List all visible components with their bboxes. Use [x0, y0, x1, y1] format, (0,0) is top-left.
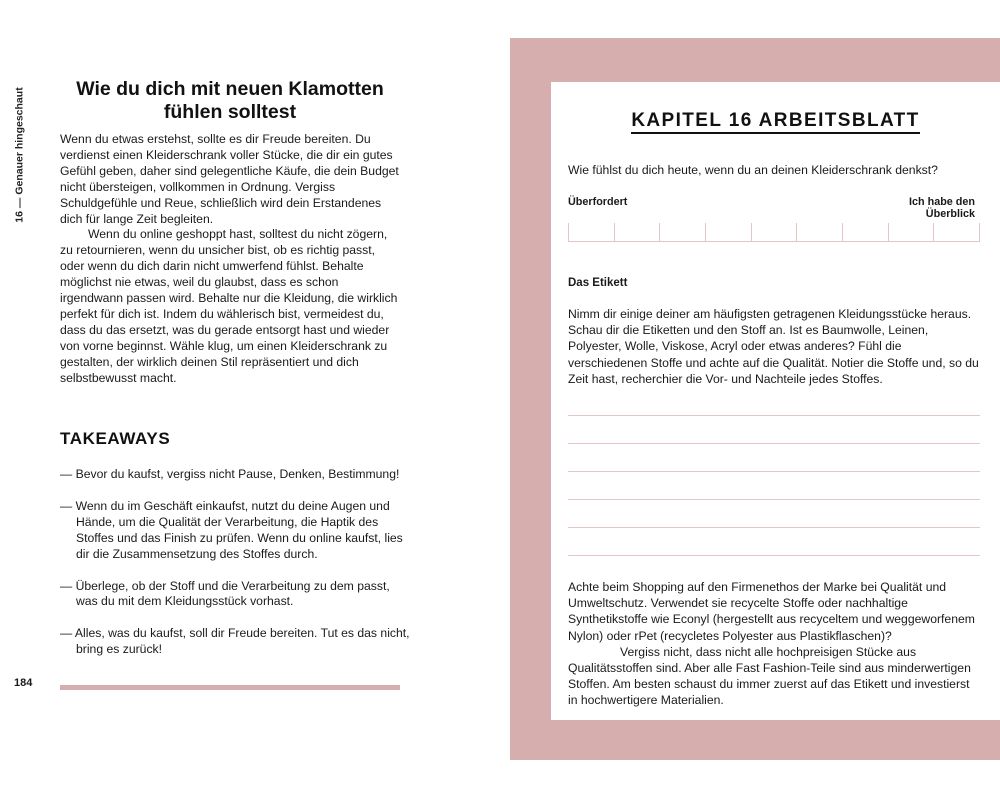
decorative-rule [60, 685, 400, 690]
scale-step[interactable] [660, 223, 706, 241]
paragraph: Wenn du online geshoppt hast, solltest du nicht zögern, zu retournieren, wenn du unsicher bist, ob es richtig passt, oder wenn du dich darin nicht umwerfend fühlst. Behalte möglichst nie etwas, weil du glaubst, dass es schon irgendwann passen wird. Behalte nur die Kleidung, die wirklich perfekt für dich ist. Indem du wählerisch bist, vermeidest du, dass du das ersetzt, was du gerade entsorgt hast und wieder von vorne beginnst. Wähle klug, um einen Kleiderschrank zu gestalten, der wirklich deinen Stil repräsentiert und dich selbstbewusst macht. [60, 227, 398, 385]
etikett-instructions: Nimm dir einige deiner am häufigsten getragenen Kleidungsstücke heraus. Schau dir die Etiketten und den Stoff an. Ist es Baumwolle, Leinen, Polyester, Wolle, Viskose, Acryl oder etwas anderes? Fühl die verschiedenen Stoffe und achte auf die Qualität. Notier die Stoffe und, so du Zeit hast, recherchier die Vor- und Nachteile jedes Stoffes. [568, 307, 979, 386]
etikett-heading: Das Etikett [568, 277, 628, 289]
takeaways-list [60, 467, 410, 674]
writing-line[interactable] [568, 443, 980, 444]
scale-label-left: Überfordert [568, 196, 628, 208]
shopping-text [568, 579, 980, 709]
body-text [60, 132, 400, 387]
worksheet-card [551, 82, 1000, 720]
section-title-line-2: fühlen solltest [163, 101, 297, 123]
rating-scale[interactable] [568, 223, 980, 242]
paragraph: Achte beim Shopping auf den Firmenethos der Marke bei Qualität und Umweltschutz. Verwendet sie recycelte Stoffe oder nachhaltige Synthetikstoffe wie Econyl (hergestellt aus recyceltem und weggeworfenem Nylon) oder rPet (recycletes Polyester aus Plastikflaschen)? [568, 580, 975, 643]
takeaway-item: — Alles, was du kaufst, soll dir Freude bereiten. Tut es das nicht, bring es zurück! [60, 626, 410, 657]
takeaways-heading: TAKEAWAYS [60, 429, 171, 448]
writing-line[interactable] [568, 415, 980, 416]
paragraph: Vergiss nicht, dass nicht alle hochpreisigen Stücke aus Qualitätsstoffen sind. Aber alle Fast Fashion-Teile sind aus minderwertigen Stoffen. Am besten schaust du immer zuerst auf das Etikett und investierst in hochwertigere Materialien. [568, 644, 971, 708]
takeaway-item: — Bevor du kaufst, vergiss nicht Pause, Denken, Bestimmung! [60, 467, 400, 481]
scale-step[interactable] [934, 223, 980, 241]
writing-line[interactable] [568, 499, 980, 500]
worksheet-title [551, 110, 1000, 132]
scale-step[interactable] [797, 223, 843, 241]
page-number: 184 [14, 677, 33, 689]
takeaway-item: — Überlege, ob der Stoff und die Verarbeitung zu dem passt, was du mit dem Kleidungsstück vorhast. [60, 578, 390, 609]
mood-question: Wie fühlst du dich heute, wenn du an deinen Kleiderschrank denkst? [568, 163, 938, 177]
writing-line[interactable] [568, 555, 980, 556]
scale-step[interactable] [615, 223, 661, 241]
running-head [2, 80, 38, 230]
worksheet-title-text: KAPITEL 16 ARBEITSBLATT [631, 110, 919, 134]
scale-step[interactable] [889, 223, 935, 241]
scale-label-right: Ich habe den Überblick [909, 196, 975, 220]
writing-line[interactable] [568, 527, 980, 528]
writing-line[interactable] [568, 471, 980, 472]
scale-step[interactable] [752, 223, 798, 241]
running-head-text: 16 — Genauer hingeschaut [14, 87, 26, 223]
scale-step[interactable] [843, 223, 889, 241]
section-title-line-1: Wie du dich mit neuen Klamotten [76, 78, 384, 100]
section-title [60, 78, 400, 124]
takeaway-item: — Wenn du im Geschäft einkaufst, nutzt du deine Augen und Hände, um die Qualität der Verarbeitung, die Haptik des Stoffes und das Finish zu prüfen. Wenn du online kaufst, lies dir die Zusammensetzung des Stoffes durch. [60, 498, 403, 561]
scale-step[interactable] [568, 223, 615, 241]
paragraph: Wenn du etwas erstehst, sollte es dir Freude bereiten. Du verdienst einen Kleiderschrank voller Stücke, die dir ein gutes Gefühl geben, daher sind gelegentliche Käufe, die dein Budget nicht übersteigen, vollkommen in Ordnung. Vergiss Schuldgefühle und Reue, schließlich wird dein Erstandenes dich für lange Zeit begleiten. [60, 132, 399, 226]
scale-step[interactable] [706, 223, 752, 241]
